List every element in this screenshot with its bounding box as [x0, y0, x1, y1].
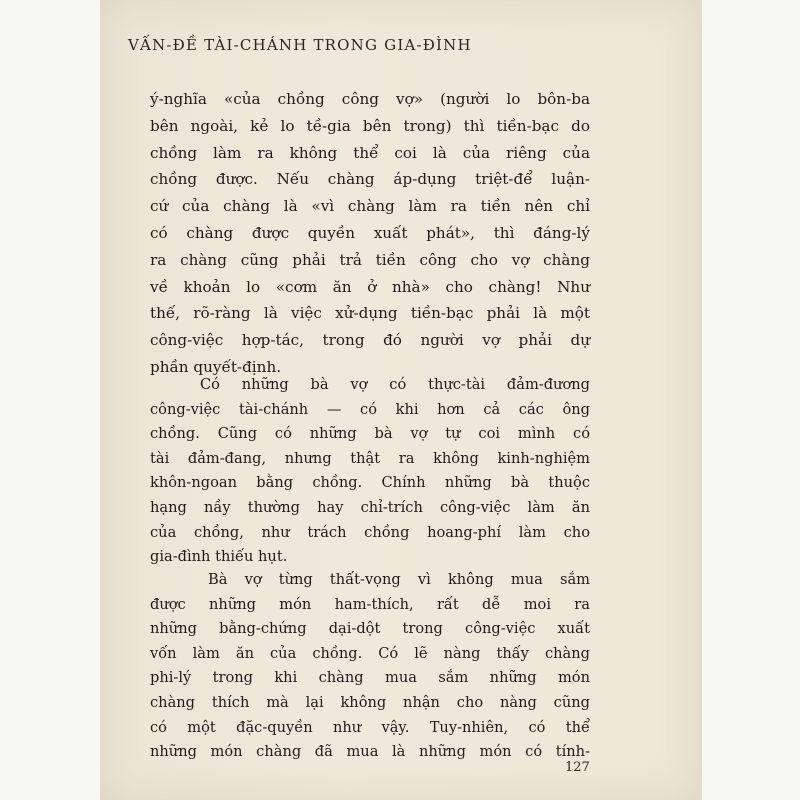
running-header: VẤN-ĐỀ TÀI-CHÁNH TRONG GIA-ĐÌNH: [128, 36, 472, 54]
text-line: vốn làm ăn của chồng. Có lẽ nàng thấy chàng: [150, 644, 590, 662]
text-line: hạng nầy thường hay chỉ-trích công-việc làm ăn: [150, 498, 590, 516]
text-line: ý-nghĩa «của chồng công vợ» (người lo bôn-ba: [150, 90, 590, 108]
text-line: công-việc tài-chánh — có khi hơn cả các ông: [150, 400, 590, 418]
text-line: chồng. Cũng có những bà vợ tự coi mình có: [150, 425, 590, 443]
text-line: về khoản lo «cơm ăn ở nhà» cho chàng! Như: [150, 277, 590, 296]
text-line: phần quyết-định.: [150, 357, 282, 376]
text-line: Bà vợ từng thất-vọng vì không mua sắm: [208, 571, 590, 588]
text-line: có chàng được quyền xuất phát», thì đáng-lý: [150, 223, 590, 242]
text-line: bên ngoài, kẻ lo tề-gia bên trong) thì tiền-bạc do: [150, 116, 590, 135]
text-line: tài đảm-đang, nhưng thật ra không kinh-nghiệm: [150, 449, 590, 467]
text-line: có một đặc-quyền như vậy. Tuy-nhiên, có thể: [150, 718, 590, 736]
text-line: phi-lý trong khi chàng mua sắm những món: [150, 669, 590, 687]
text-line: cứ của chàng là «vì chàng làm ra tiền nên chỉ: [150, 197, 590, 216]
text-line: khôn-ngoan bằng chồng. Chính những bà thuộc: [150, 474, 590, 492]
text-line: chồng làm ra không thể coi là của riêng của: [150, 143, 590, 162]
text-line: gia-đình thiếu hụt.: [150, 548, 288, 566]
text-line: chàng thích mà lại không nhận cho nàng cũng: [150, 693, 590, 711]
paragraph-2: [150, 373, 590, 570]
text-line: thế, rõ-ràng là việc xử-dụng tiền-bạc phải là một: [150, 304, 590, 323]
text-line: được những món ham-thích, rất dễ moi ra: [150, 595, 590, 613]
text-line: những món chàng đã mua là những món có tính-: [150, 743, 590, 761]
text-line: công-việc hợp-tác, trong đó người vợ phải dự: [150, 331, 590, 350]
text-line: của chồng, như trách chồng hoang-phí làm cho: [150, 523, 590, 541]
paragraph-1: [150, 86, 590, 381]
text-line: Có những bà vợ có thực-tài đảm-đương: [200, 376, 590, 393]
page-number: 127: [565, 760, 590, 775]
text-line: những bằng-chứng dại-dột trong công-việc xuất: [150, 620, 590, 638]
text-line: ra chàng cũng phải trả tiền công cho vợ chàng: [150, 250, 590, 269]
paragraph-3: [150, 568, 590, 765]
text-line: chồng được. Nếu chàng áp-dụng triệt-để luận-: [150, 170, 590, 189]
